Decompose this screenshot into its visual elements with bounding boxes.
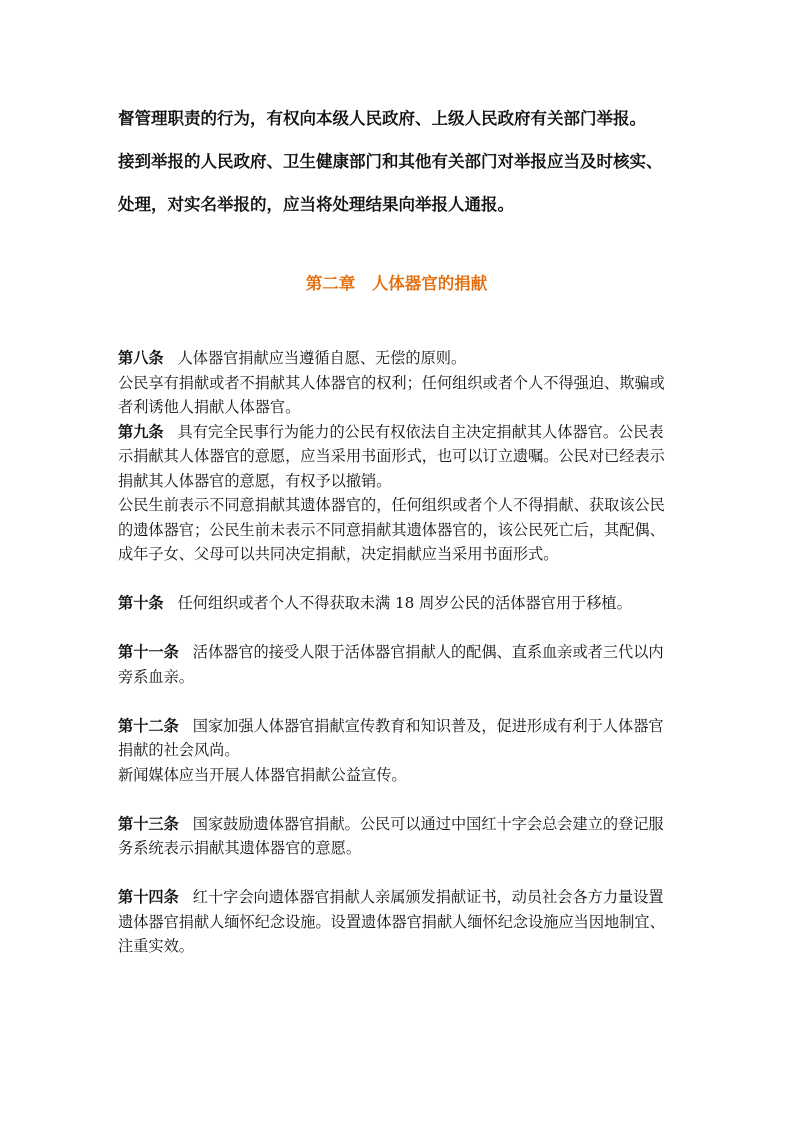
article-13: [118, 812, 674, 861]
article-10-heading: 第十条: [118, 594, 164, 612]
article-10-text: 任何组织或者个人不得获取未满 18 周岁公民的活体器官用于移植。: [177, 594, 632, 612]
spacer: [118, 616, 674, 641]
article-9-heading: 第九条: [118, 422, 164, 441]
article-8-paragraph-2: 公民享有捐献或者不捐献其人体器官的权利；任何组织或者个人不得强迫、欺骗或者利诱他人捐献人体器官。: [118, 373, 665, 416]
article-8-heading: 第八条: [118, 349, 164, 367]
article-9: [118, 420, 674, 494]
article-14: [118, 885, 674, 959]
spacer: [118, 689, 674, 714]
chapter-title: 第二章 人体器官的捐献: [305, 274, 488, 293]
article-8-text: 人体器官捐献应当遵循自愿、无偿的原则。: [177, 349, 467, 367]
intro-line-2: 接到举报的人民政府、卫生健康部门和其他有关部门对举报应当及时核实、: [118, 152, 663, 171]
article-12-text: 国家加强人体器官捐献宣传教育和知识普及，促进形成有利于人体器官捐献的社会风尚。: [118, 716, 664, 759]
article-12-heading: 第十二条: [118, 716, 179, 735]
intro-line-3: 处理，对实名举报的，应当将处理结果向举报人通报。: [118, 195, 514, 214]
article-13-heading: 第十三条: [118, 814, 179, 833]
article-9-paragraph-2: 公民生前表示不同意捐献其遗体器官的，任何组织或者个人不得捐献、获取该公民的遗体器官；公民生前未表示不同意捐献其遗体器官的，该公民死亡后，其配偶、成年子女、父母可以共同决定捐献，决定捐献应当采用书面形式。: [118, 496, 665, 563]
spacer: [118, 861, 674, 886]
article-list: [118, 346, 674, 959]
spacer: [118, 567, 674, 592]
article-11-text: 活体器官的接受人限于活体器官捐献人的配偶、直系血亲或者三代以内旁系血亲。: [118, 643, 664, 686]
article-11: [118, 640, 674, 689]
article-14-text: 红十字会向遗体器官捐献人亲属颁发捐献证书，动员社会各方力量设置遗体器官捐献人缅怀纪念设施。设置遗体器官捐献人缅怀纪念设施应当因地制宜、注重实效。: [118, 888, 665, 955]
article-14-heading: 第十四条: [118, 888, 179, 906]
intro-line-1: 督管理职责的行为，有权向本级人民政府、上级人民政府有关部门举报。: [118, 109, 646, 128]
spacer: [118, 787, 674, 812]
article-9-text: 具有完全民事行为能力的公民有权依法自主决定捐献其人体器官。公民表示捐献其人体器官的意愿，应当采用书面形式，也可以订立遗嘱。公民对已经表示捐献其人体器官的意愿，有权予以撤销。: [118, 422, 665, 490]
article-12-paragraph-2: 新闻媒体应当开展人体器官捐献公益宣传。: [118, 765, 407, 784]
article-10: [118, 591, 674, 616]
article-12: [118, 714, 674, 763]
article-11-heading: 第十一条: [118, 643, 179, 661]
article-13-text: 国家鼓励遗体器官捐献。公民可以通过中国红十字会总会建立的登记服务系统表示捐献其遗体器官的意愿。: [118, 814, 664, 857]
article-8: [118, 346, 674, 371]
